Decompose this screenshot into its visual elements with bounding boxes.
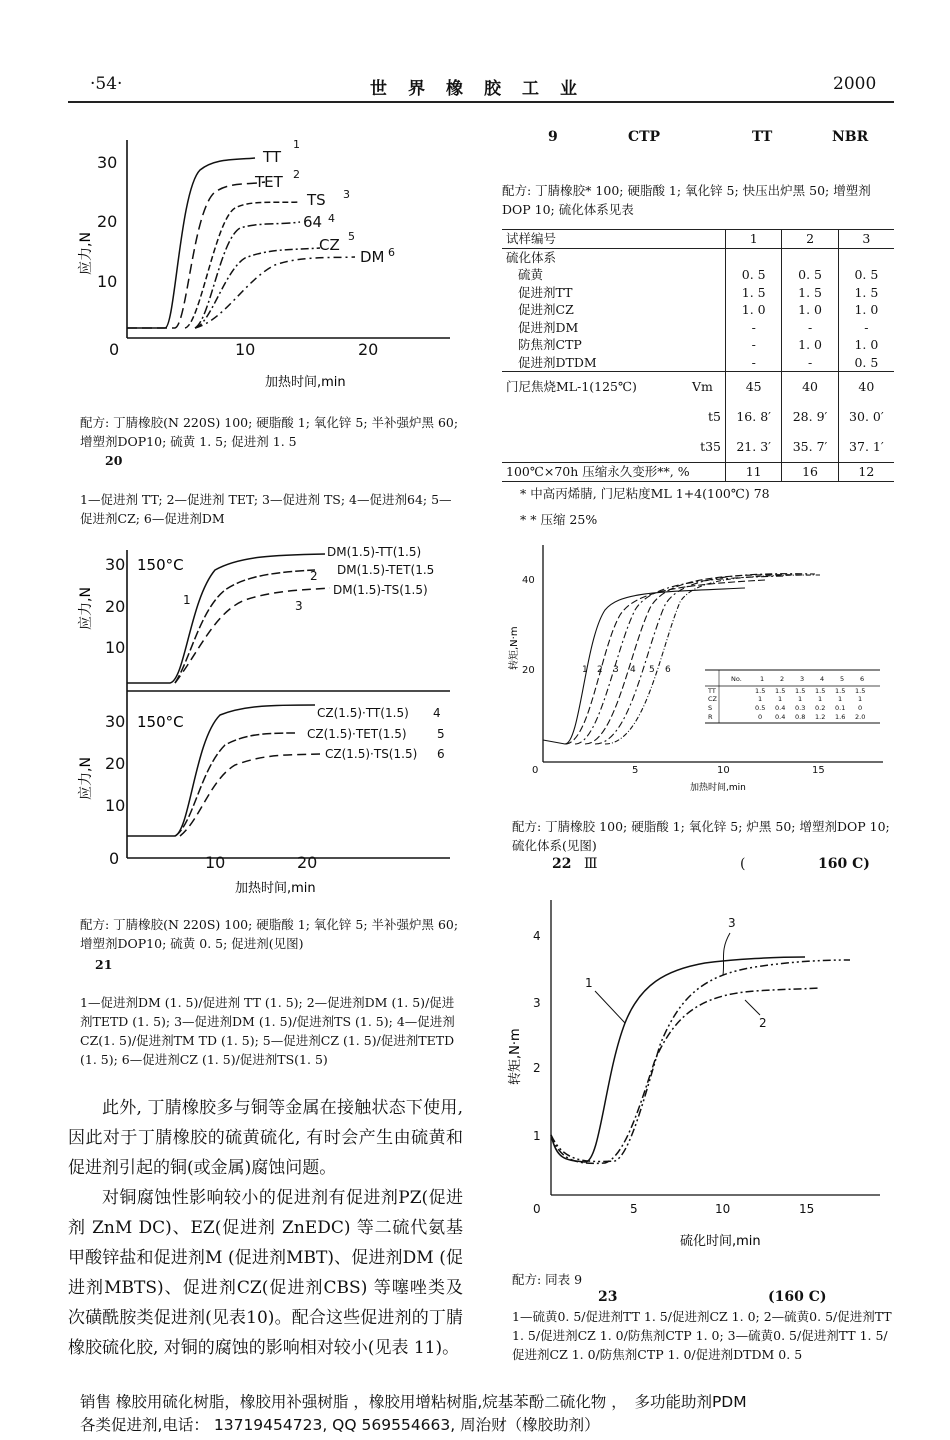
figure-20-chart — [75, 130, 465, 395]
fig22-paren: ( — [740, 856, 746, 872]
text: 0.4 — [775, 704, 786, 712]
fig23-temp: (160 C) — [768, 1289, 827, 1305]
curve-label: CZ — [319, 236, 340, 254]
fig21-ytick: 10 — [105, 638, 126, 657]
text: 1.5 — [795, 687, 806, 695]
text: 硫黄 — [518, 267, 544, 282]
table9-title-nbr: NBR — [832, 129, 869, 145]
curve-label: DM(1.5)-TT(1.5) — [327, 545, 422, 559]
text: 4 — [820, 675, 825, 683]
fig21-ytick: 20 — [105, 597, 126, 616]
text: 促进剂CZ — [518, 302, 574, 317]
text: 37. 1′ — [838, 432, 894, 463]
text: 1 — [778, 695, 783, 703]
table9-title-num: 9 — [548, 129, 558, 145]
text: - — [838, 319, 894, 337]
fig22-xtick: 5 — [632, 765, 639, 776]
paragraph-2: 对铜腐蚀性影响较小的促进剂有促进剂PZ(促进剂 ZnM DC)、EZ(促进剂 ZnEDC) 等二硫代氨基甲酸锌盐和促进剂M (促进剂MBT)、促进剂DM (促进剂MBTS)、促进剂CZ(促进剂CBS) 等噻唑类及次磺酰胺类促进剂(见表10)。配合这些促进剂的丁腈橡胶硫化胶, 对铜的腐蚀的影响相对较小(见表 11)。 — [68, 1188, 463, 1358]
curve-num: 2 — [310, 569, 318, 583]
curve-label: CZ(1.5)·TS(1.5) — [325, 747, 418, 761]
fig23-xlabel: 硫化时间,min — [680, 1234, 761, 1249]
text: 40 — [838, 372, 894, 403]
fig20-ylabel: 应力,N — [78, 232, 94, 275]
text: 1 — [858, 695, 863, 703]
figure-22-chart — [505, 540, 890, 795]
text: 1 — [838, 695, 843, 703]
text: 硫化体系 — [506, 249, 557, 265]
fig22-inset-table — [705, 670, 880, 723]
text: 0.2 — [815, 704, 826, 712]
text: Vm — [692, 379, 713, 395]
text: 0.5 — [755, 704, 766, 712]
fig23-number: 23 — [598, 1289, 618, 1305]
text: 1 — [818, 695, 823, 703]
fig23-xtick: 10 — [715, 1202, 731, 1216]
text: R — [708, 713, 713, 721]
text: 0. 5 — [838, 266, 894, 284]
text: TT — [708, 687, 716, 695]
text: S — [708, 704, 713, 712]
table9-header: 3 — [838, 230, 894, 249]
curve-num: 4 — [433, 706, 441, 720]
text: 2 — [780, 675, 785, 683]
text: 1. 5 — [726, 284, 782, 302]
text: 35. 7′ — [782, 432, 838, 463]
curve-label: TET — [255, 173, 283, 191]
curve-num: 5 — [649, 665, 655, 675]
fig20-ytick: 30 — [97, 153, 118, 172]
text: 0.3 — [795, 704, 806, 712]
fig22-ylabel: 转矩,N·m — [509, 626, 520, 670]
fig21-ylabel-top: 应力,N — [78, 587, 94, 630]
fig21-xtick: 10 — [205, 853, 226, 872]
fig22-temp: 160 C) — [818, 856, 870, 872]
header-rule — [68, 101, 894, 103]
fig22-xtick: 15 — [812, 765, 825, 776]
fig23-ytick: 3 — [533, 996, 541, 1010]
curve-num: 1 — [293, 138, 300, 151]
text: 促进剂DTDM — [518, 354, 597, 370]
fig20-ytick: 20 — [97, 212, 118, 231]
text: - — [782, 319, 838, 337]
text: 12 — [838, 463, 894, 482]
fig20-xtick: 10 — [235, 340, 256, 359]
journal-title: 世 界 橡 胶 工 业 — [370, 79, 579, 99]
text: - — [726, 319, 782, 337]
curve-num: 5 — [348, 230, 355, 243]
text: 1 — [758, 695, 763, 703]
fig22-ytick: 20 — [522, 665, 535, 676]
table9-formula: 配方: 丁腈橡胶* 100; 硬脂酸 1; 氧化锌 5; 快压出炉黑 50; 增塑剂DOP 10; 硫化体系见表 — [502, 183, 871, 217]
table9-header: 试样编号 — [506, 231, 557, 246]
table9 — [502, 229, 894, 482]
table-row — [502, 336, 894, 354]
figure-23-chart — [505, 895, 890, 1255]
table-row — [502, 432, 894, 463]
text: 0 — [758, 713, 763, 721]
curve-num: 3 — [728, 916, 736, 930]
fig21-legend: 1—促进剂DM (1. 5)/促进剂 TT (1. 5); 2—促进剂DM (1. 5)/促进剂TETD (1. 5); 3—促进剂DM (1. 5)/促进剂TS (1. 5); 4—促进剂CZ(1. 5)/促进剂TM TD (1. 5); 5—促进剂CZ (1. 5)/促进剂TETD (1. 5); 6—促进剂CZ (1. 5)/促进剂TS(1. 5) — [80, 995, 455, 1067]
table-row — [502, 301, 894, 319]
table9-title-tt: TT — [752, 129, 773, 145]
text: 1. 0 — [838, 336, 894, 354]
footer-line-2: 各类促进剂,电话： 13719454723, QQ 569554663, 周治财（橡胶助剂） — [80, 1416, 600, 1434]
fig21-temp-top: 150°C — [137, 556, 184, 574]
curve-num: 3 — [295, 599, 303, 613]
fig20-ytick: 0 — [109, 340, 120, 359]
text: 0. 5 — [782, 266, 838, 284]
fig21-xtick: 20 — [297, 853, 318, 872]
text: 促进剂DM — [518, 319, 579, 335]
curve-num: 4 — [328, 212, 335, 225]
table-row — [502, 284, 894, 302]
fig21-ylabel-bottom: 应力,N — [78, 757, 94, 800]
curve-num: 1 — [585, 976, 593, 990]
text: 1. 0 — [838, 301, 894, 319]
table9-header: 2 — [782, 230, 838, 249]
text: 0.4 — [775, 713, 786, 721]
curve-num: 2 — [293, 168, 300, 181]
text: 2.0 — [855, 713, 866, 721]
fig21-number: 21 — [95, 957, 113, 972]
fig21-formula: 配方: 丁腈橡胶(N 220S) 100; 硬脂酸 1; 氧化锌 5; 半补强炉黑 60; 增塑剂DOP10; 硫黄 0. 5; 促进剂(见图) — [80, 917, 459, 951]
fig20-formula: 配方: 丁腈橡胶(N 220S) 100; 硬脂酸 1; 氧化锌 5; 半补强炉黑 60; 增塑剂DOP10; 硫黄 1. 5; 促进剂 1. 5 — [80, 415, 459, 449]
figure-21-chart — [75, 540, 465, 900]
page-number: ·54· — [90, 74, 123, 94]
table-row — [502, 402, 894, 432]
text: 16. 8′ — [726, 402, 782, 432]
fig20-ytick: 10 — [97, 272, 118, 291]
text: 30. 0′ — [838, 402, 894, 432]
text: No. — [731, 675, 742, 683]
curve-num: 6 — [437, 747, 445, 761]
text: 28. 9′ — [782, 402, 838, 432]
fig22-xlabel: 加热时间,min — [690, 783, 746, 793]
text: 16 — [782, 463, 838, 482]
text: 防焦剂CTP — [518, 337, 582, 352]
fig21-temp-bottom: 150°C — [137, 713, 184, 731]
table-row — [502, 248, 894, 266]
text: 1.5 — [775, 687, 786, 695]
year: 2000 — [833, 74, 877, 94]
text: - — [782, 354, 838, 372]
text: 门尼焦烧ML-1(125℃) — [506, 379, 637, 395]
text: 0.1 — [835, 704, 846, 712]
fig23-formula: 配方: 同表 9 — [512, 1272, 583, 1287]
fig20-legend: 1—促进剂 TT; 2—促进剂 TET; 3—促进剂 TS; 4—促进剂64; 5—促进剂CZ; 6—促进剂DM — [80, 492, 452, 526]
fig21-ytick: 10 — [105, 796, 126, 815]
curve-label: CZ(1.5)·TT(1.5) — [317, 706, 409, 720]
table-row — [502, 372, 894, 403]
fig23-ytick: 0 — [533, 1202, 541, 1216]
curve-label: DM — [360, 248, 385, 266]
table9-note-1: * 中高丙烯腈, 门尼粘度ML 1+4(100℃) 78 — [520, 486, 770, 501]
fig20-xlabel: 加热时间,min — [265, 375, 346, 390]
curve-num: 1 — [183, 593, 191, 607]
text: 1. 0 — [782, 301, 838, 319]
text: 40 — [782, 372, 838, 403]
curve-label: TS — [307, 191, 326, 209]
curve-num: 6 — [665, 665, 671, 675]
fig21-ytick: 20 — [105, 754, 126, 773]
text: 0. 5 — [726, 266, 782, 284]
text: 1. 5 — [782, 284, 838, 302]
text: 100℃×70h 压缩永久变形**, % — [506, 464, 690, 479]
text: 1.5 — [755, 687, 766, 695]
text: 1 — [798, 695, 803, 703]
table-row — [502, 266, 894, 284]
text: 1.5 — [835, 687, 846, 695]
curve-num: 5 — [437, 727, 445, 741]
paragraph-1: 此外, 丁腈橡胶多与铜等金属在接触状态下使用, 因此对于丁腈橡胶的硫黄硫化, 有时会产生由硫黄和促进剂引起的铜(或金属)腐蚀问题。 — [68, 1098, 463, 1178]
text: - — [726, 354, 782, 372]
text: 1 — [760, 675, 765, 683]
text: CZ — [708, 695, 717, 703]
text: 促进剂TT — [518, 284, 573, 300]
fig21-xlabel: 加热时间,min — [235, 881, 316, 896]
fig21-ytick: 0 — [109, 849, 120, 868]
fig23-ytick: 1 — [533, 1129, 541, 1143]
fig20-xtick: 20 — [358, 340, 379, 359]
text: t5 — [708, 409, 721, 425]
table-row — [502, 319, 894, 337]
text: 5 — [840, 675, 845, 683]
fig21-ytick: 30 — [105, 555, 126, 574]
text: 3 — [800, 675, 805, 683]
fig23-legend: 1—硫黄0. 5/促进剂TT 1. 5/促进剂CZ 1. 0; 2—硫黄0. 5/促进剂TT 1. 5/促进剂CZ 1. 0/防焦剂CTP 1. 0; 3—硫黄0. 5/促进剂TT 1. 5/促进剂CZ 1. 0/防焦剂CTP 1. 0/促进剂DTDM 0. 5 — [512, 1309, 892, 1362]
fig21-ytick: 30 — [105, 712, 126, 731]
fig22-ytick: 40 — [522, 575, 535, 586]
text: 0.8 — [795, 713, 806, 721]
curve-label: DM(1.5)-TET(1.5 — [337, 563, 435, 577]
fig22-roman: Ⅲ — [584, 856, 598, 872]
text: 1.5 — [815, 687, 826, 695]
curve-num: 2 — [759, 1016, 767, 1030]
fig22-number: 22 — [552, 856, 572, 872]
text: 1. 0 — [782, 336, 838, 354]
curve-num: 2 — [597, 665, 603, 675]
curve-num: 4 — [630, 665, 636, 675]
table9-header: 1 — [726, 230, 782, 249]
footer-line-1: 销售 橡胶用硫化树脂，橡胶用补强树脂 ，橡胶用增粘树脂,烷基苯酚二硫化物 ， 多功能助剂PDM — [80, 1393, 747, 1411]
text: 11 — [726, 463, 782, 482]
text: 6 — [860, 675, 865, 683]
curve-num: 1 — [582, 665, 588, 675]
text: 1. 5 — [838, 284, 894, 302]
text: - — [726, 336, 782, 354]
table-row — [502, 354, 894, 372]
curve-num: 3 — [613, 665, 619, 675]
table9-note-2: * * 压缩 25% — [520, 512, 598, 527]
text: 1.5 — [855, 687, 866, 695]
fig23-ytick: 2 — [533, 1061, 541, 1075]
text: 1.6 — [835, 713, 846, 721]
fig22-ytick: 0 — [532, 765, 539, 776]
fig23-ytick: 4 — [533, 929, 541, 943]
fig23-xtick: 5 — [630, 1202, 638, 1216]
table9-title-ctp: CTP — [628, 129, 661, 145]
text: 0 — [858, 704, 863, 712]
curve-num: 6 — [388, 246, 395, 259]
text: 1. 0 — [726, 301, 782, 319]
text: 21. 3′ — [726, 432, 782, 463]
table-row — [502, 463, 894, 482]
fig22-xtick: 10 — [717, 765, 730, 776]
text: t35 — [700, 439, 721, 455]
curve-num: 3 — [343, 188, 350, 201]
curve-label: 64 — [303, 213, 323, 231]
curve-label: DM(1.5)-TS(1.5) — [333, 583, 428, 597]
text: 45 — [726, 372, 782, 403]
fig22-formula: 配方: 丁腈橡胶 100; 硬脂酸 1; 氧化锌 5; 炉黑 50; 增塑剂DOP 10; 硫化体系(见图) — [512, 819, 890, 853]
curve-label: CZ(1.5)·TET(1.5) — [307, 727, 407, 741]
text: 1.2 — [815, 713, 826, 721]
fig20-number: 20 — [105, 453, 123, 468]
text: 0. 5 — [838, 354, 894, 372]
fig23-xtick: 15 — [799, 1202, 815, 1216]
fig23-ylabel: 转矩,N·m — [508, 1028, 523, 1085]
curve-label: TT — [263, 148, 282, 166]
